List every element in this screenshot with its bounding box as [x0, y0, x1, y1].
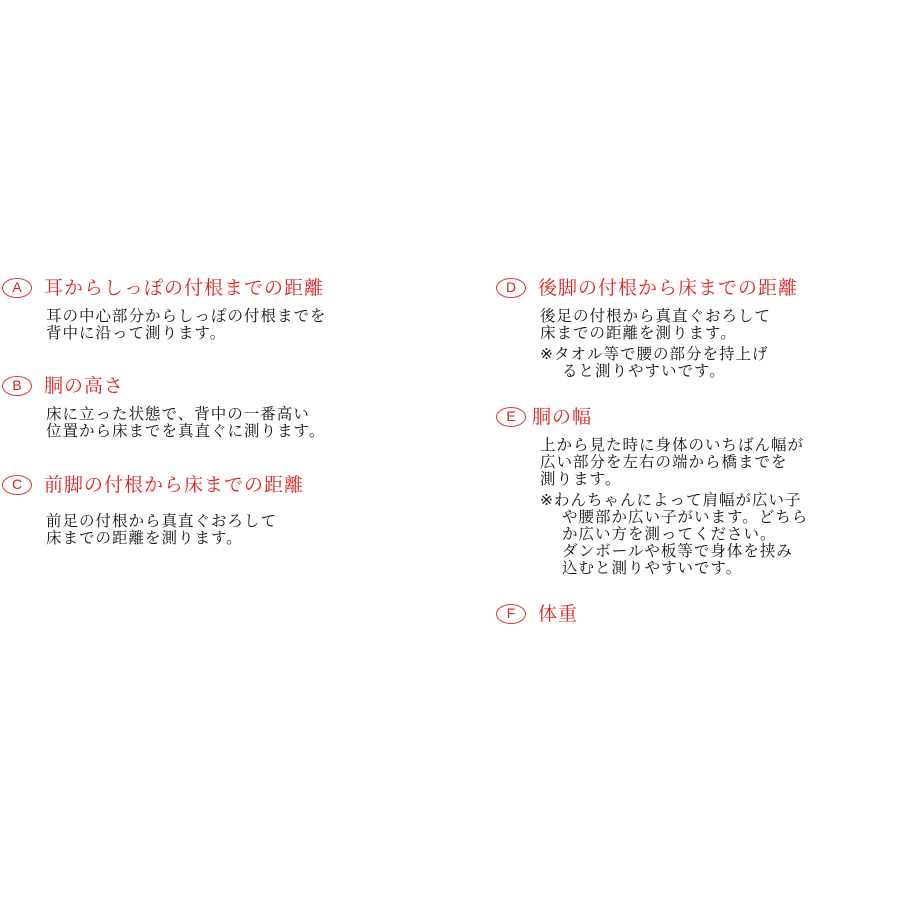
- item-header: [2, 276, 327, 304]
- description-line: 背中に沿って測ります。: [46, 324, 227, 342]
- note-line: か広い方を測ってください。: [562, 525, 777, 543]
- item-description: [46, 308, 327, 342]
- item-description: [46, 406, 325, 440]
- description-line: 前足の付根から真直ぐおろして: [46, 512, 278, 530]
- description-line: 後足の付根から真直ぐおろして: [540, 307, 772, 325]
- item-header: [2, 374, 325, 402]
- item-title: 後脚の付根から床までの距離: [538, 277, 799, 299]
- description-line: 広い部分を左右の端から橋までを: [540, 453, 788, 471]
- item-note: [540, 492, 808, 577]
- note-line: ると測りやすいです。: [562, 362, 726, 380]
- badge-c: C: [2, 475, 32, 495]
- note-line: ※タオル等で腰の部分を持上げ: [540, 345, 769, 363]
- item-description: [540, 308, 771, 380]
- item-title: 体重: [538, 603, 579, 625]
- item-description: [46, 513, 277, 547]
- measurement-item-c: [2, 473, 305, 547]
- badge-f: F: [496, 604, 526, 624]
- measurement-item-b: [2, 374, 325, 440]
- note-line: ダンボールや板等で身体を挟み: [562, 542, 793, 560]
- badge-a: A: [2, 278, 32, 298]
- item-title: 耳からしっぽの付根までの距離: [44, 277, 325, 299]
- item-header: [2, 473, 305, 501]
- description-line: 測ります。: [540, 470, 622, 488]
- note-line: や腰部か広い子がいます。どちら: [562, 508, 809, 526]
- description-line: 耳の中心部分からしっぽの付根までを: [46, 307, 327, 325]
- note-line: 込むと測りやすいです。: [562, 559, 743, 577]
- item-title: 前脚の付根から床までの距離: [44, 474, 305, 496]
- measurement-item-d: [496, 276, 799, 380]
- note-line: ※わんちゃんによって肩幅が広い子: [540, 491, 802, 509]
- item-title: 胴の幅: [532, 406, 593, 428]
- badge-e: E: [496, 407, 526, 427]
- badge-b: B: [2, 376, 32, 396]
- description-line: 床までの距離を測ります。: [46, 529, 243, 547]
- description-line: 床までの距離を測ります。: [540, 324, 737, 342]
- badge-d: D: [496, 278, 526, 298]
- description-line: 位置から床までを真直ぐに測ります。: [46, 422, 326, 440]
- measurement-item-a: [2, 276, 327, 342]
- item-title: 胴の高さ: [44, 375, 125, 397]
- item-description: [540, 437, 808, 577]
- item-header: [496, 276, 799, 304]
- description-line: 床に立った状態で、背中の一番高い: [46, 405, 310, 423]
- measurement-item-e: [496, 405, 808, 577]
- item-header: [496, 405, 808, 433]
- item-note: [540, 346, 771, 380]
- description-line: 上から見た時に身体のいちばん幅が: [540, 436, 805, 454]
